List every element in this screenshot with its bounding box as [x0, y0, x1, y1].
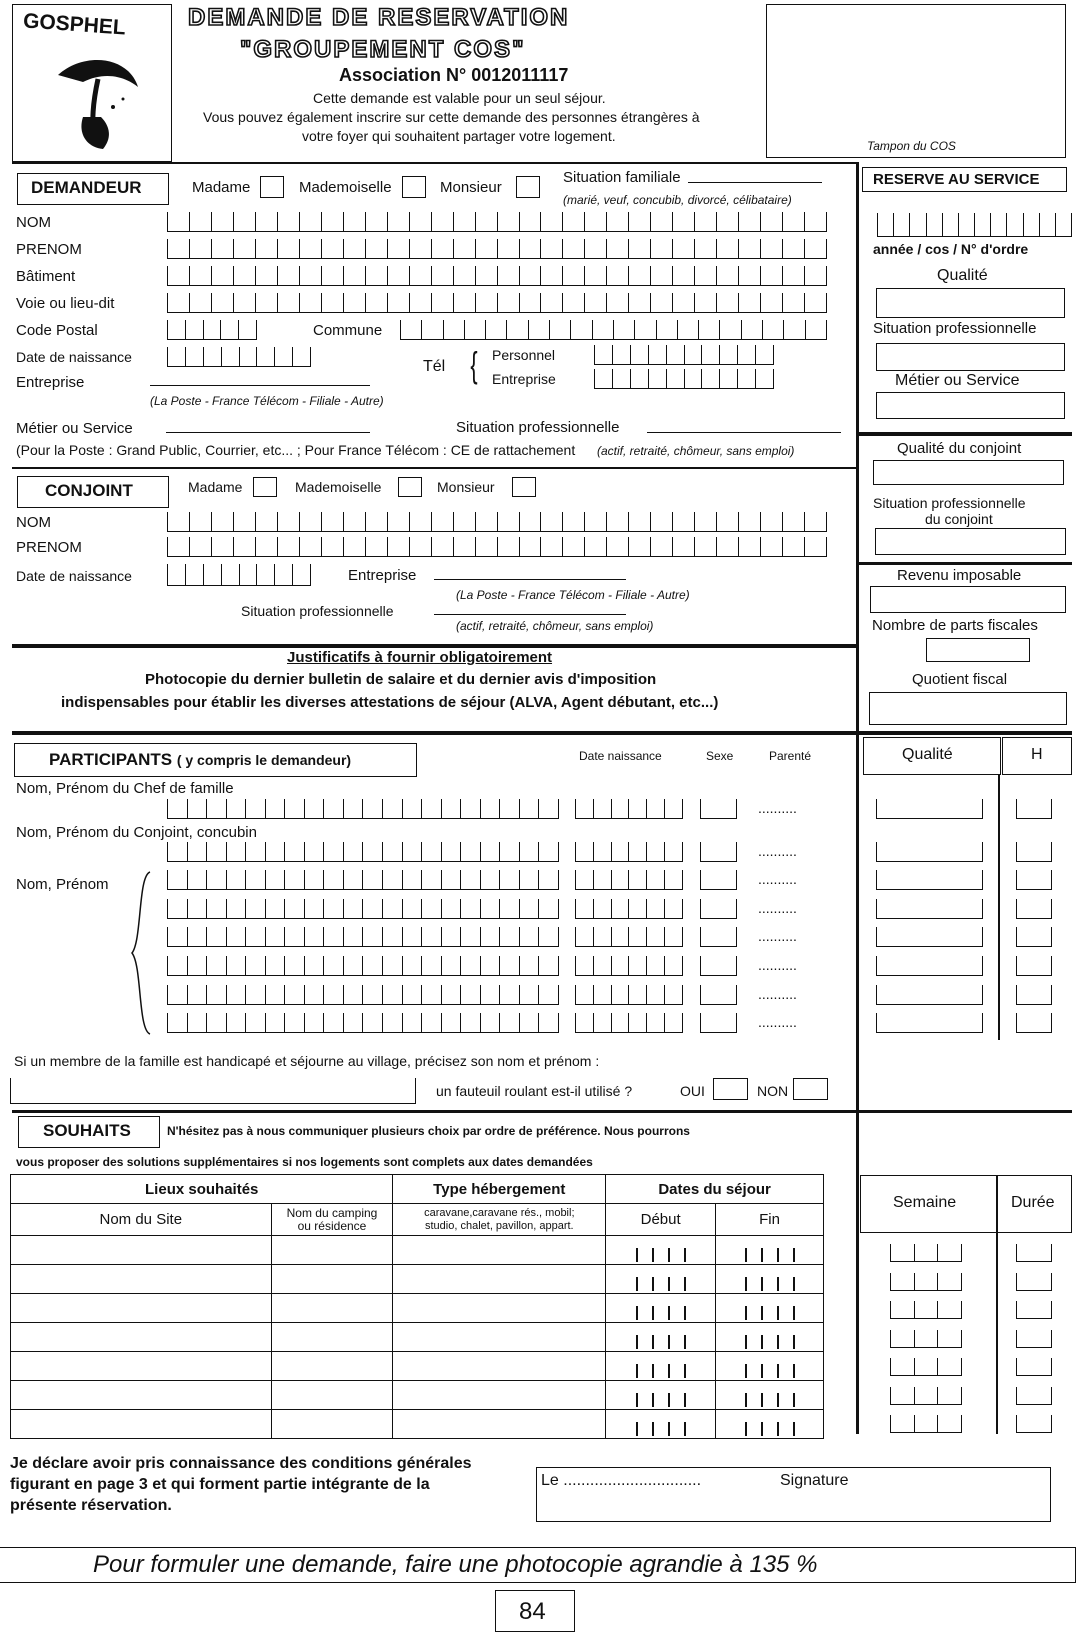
site-cell[interactable]: [11, 1294, 272, 1323]
fauteuil-label: un fauteuil roulant est-il utilisé ?: [436, 1083, 633, 1099]
site-cell[interactable]: [11, 1381, 272, 1410]
date-naissance-field[interactable]: [167, 347, 311, 367]
participant-birthdate-field[interactable]: [575, 842, 683, 862]
service-situation-conjoint-label-2: du conjoint: [925, 511, 993, 527]
tel-entreprise-field[interactable]: [594, 369, 774, 389]
duree-field[interactable]: [1016, 1358, 1052, 1376]
table-row: [11, 1352, 824, 1381]
nom-label: NOM: [16, 214, 51, 231]
participant-h-field[interactable]: [1016, 842, 1052, 862]
participant-qualite-field[interactable]: [876, 956, 983, 976]
situation-pro-field[interactable]: [647, 432, 841, 433]
camping-cell[interactable]: [271, 1236, 393, 1265]
conjoint-monsieur-checkbox[interactable]: [512, 477, 536, 497]
conjoint-section-label: CONJOINT: [17, 476, 169, 508]
conjoint-situation-field[interactable]: [434, 614, 626, 615]
conjoint-monsieur-label: Monsieur: [437, 479, 495, 495]
conjoint-situation-label: Situation professionnelle: [241, 603, 394, 619]
col-dates: Dates du séjour: [606, 1175, 824, 1204]
col-parente: Parenté: [769, 749, 812, 763]
souhaits-line-2: vous proposer des solutions supplémentaires si nos logements sont complets aux dates demandées: [16, 1155, 593, 1169]
service-revenu-label: Revenu imposable: [897, 567, 1022, 584]
semaine-field[interactable]: [890, 1330, 962, 1348]
col-sexe: Sexe: [706, 749, 734, 763]
fin-cell[interactable]: [716, 1265, 824, 1294]
service-quotient-field[interactable]: [869, 692, 1067, 725]
service-situation-field[interactable]: [876, 343, 1065, 371]
col-lieux: Lieux souhaités: [11, 1175, 393, 1204]
table-row: [11, 1323, 824, 1352]
fin-cell[interactable]: [716, 1410, 824, 1439]
site-cell[interactable]: [11, 1236, 272, 1265]
participant-parente-field[interactable]: ..........: [758, 957, 797, 973]
type-cell[interactable]: [393, 1381, 606, 1410]
conjoint-entreprise-label: Entreprise: [348, 567, 417, 584]
service-quotient-label: Quotient fiscal: [912, 671, 1008, 688]
conjoint-participant-label: Nom, Prénom du Conjoint, concubin: [16, 824, 257, 841]
autres-participants-label: Nom, Prénom: [16, 876, 109, 893]
table-row: [11, 1294, 824, 1323]
conjoint-entreprise-field[interactable]: [434, 579, 626, 580]
logo-box: [12, 4, 172, 162]
situation-familiale-hint: (marié, veuf, concubib, divorcé, célibataire): [563, 193, 792, 207]
declaration-line-2: figurant en page 3 et qui forment partie intégrante de la: [10, 1476, 430, 1493]
voie-label: Voie ou lieu-dit: [16, 295, 115, 312]
debut-cell[interactable]: [606, 1352, 716, 1381]
participant-qualite-field[interactable]: [876, 842, 983, 862]
participant-sexe-field[interactable]: [700, 842, 737, 862]
situation-pro-hint: (actif, retraité, chômeur, sans emploi): [597, 444, 795, 458]
page-number: 84: [519, 1598, 546, 1625]
madame-label: Madame: [192, 179, 251, 196]
col-qualite-header: Qualité: [863, 737, 1001, 775]
col-nom-camping-2: ou résidence: [297, 1218, 367, 1233]
divider: [12, 731, 1072, 735]
justificatifs-line-1: Photocopie du dernier bulletin de salaire et du dernier avis d'imposition: [145, 671, 657, 688]
col-date-naissance: Date naissance: [579, 749, 662, 763]
tel-entreprise-label: Entreprise: [492, 371, 556, 387]
camping-cell[interactable]: [271, 1294, 393, 1323]
participant-parente-field[interactable]: ..........: [758, 843, 797, 859]
commune-label: Commune: [313, 322, 383, 339]
header-title: DEMANDE DE RESERVATION: [188, 4, 570, 31]
participant-parente-field[interactable]: ..........: [758, 871, 797, 887]
conjoint-entreprise-hint: (La Poste - France Télécom - Filiale - Autre): [456, 588, 690, 602]
participant-sexe-field[interactable]: [700, 927, 737, 947]
debut-cell[interactable]: [606, 1381, 716, 1410]
debut-cell[interactable]: [606, 1265, 716, 1294]
footer-note: Pour formuler une demande, faire une photocopie agrandie à 135 %: [93, 1551, 818, 1578]
prenom-label: PRENOM: [16, 241, 82, 258]
cos-stamp-box: [766, 4, 1066, 158]
service-qualite-field[interactable]: [876, 288, 1065, 318]
logo-text: GOSPHEL: [22, 9, 127, 40]
tel-personnel-label: Personnel: [492, 347, 556, 363]
divider: [858, 562, 1072, 565]
metier-field[interactable]: [166, 432, 370, 433]
site-cell[interactable]: [11, 1265, 272, 1294]
justificatifs-title: Justificatifs à fournir obligatoirement: [287, 649, 553, 666]
site-cell[interactable]: [11, 1323, 272, 1352]
entreprise-field[interactable]: [150, 385, 370, 386]
duree-field[interactable]: [1016, 1301, 1052, 1319]
duree-field[interactable]: [1016, 1273, 1052, 1291]
camping-cell[interactable]: [271, 1352, 393, 1381]
conjoint-madame-label: Madame: [188, 479, 243, 495]
camping-cell[interactable]: [271, 1323, 393, 1352]
participant-sexe-field[interactable]: [700, 870, 737, 890]
conjoint-date-field[interactable]: [167, 564, 311, 586]
conjoint-prenom-field[interactable]: [167, 537, 827, 557]
divider: [12, 644, 856, 648]
mademoiselle-checkbox[interactable]: [402, 176, 426, 198]
souhaits-line-1: N'hésitez pas à nous communiquer plusieurs choix par ordre de préférence. Nous pourrons: [167, 1124, 690, 1138]
participant-sexe-field[interactable]: [700, 956, 737, 976]
declaration-line-1: Je déclare avoir pris connaissance des conditions générales: [10, 1455, 472, 1472]
participant-parente-field[interactable]: ..........: [758, 800, 797, 816]
demandeur-section-label: DEMANDEUR: [17, 173, 169, 205]
conjoint-date-label: Date de naissance: [16, 568, 132, 584]
duree-field[interactable]: [1016, 1415, 1052, 1433]
oui-label: OUI: [680, 1083, 705, 1099]
brace: {: [470, 344, 478, 385]
declaration-line-3: présente réservation.: [10, 1497, 172, 1514]
participant-name-field[interactable]: [167, 1013, 559, 1033]
participant-h-field[interactable]: [1016, 870, 1052, 890]
entreprise-hint: (La Poste - France Télécom - Filiale - Autre): [150, 394, 384, 408]
participants-note: ( y compris le demandeur): [176, 752, 352, 768]
col-fin: Fin: [716, 1204, 824, 1236]
col-separator: [998, 775, 1000, 1040]
fin-cell[interactable]: [716, 1294, 824, 1323]
participant-h-field[interactable]: [1016, 1013, 1052, 1033]
association-number: Association N° 0012011117: [339, 65, 569, 85]
col-separator: [996, 1233, 998, 1434]
semaine-field[interactable]: [890, 1273, 962, 1291]
debut-cell[interactable]: [606, 1236, 716, 1265]
conjoint-mademoiselle-label: Mademoiselle: [295, 479, 382, 495]
situation-familiale-field[interactable]: [688, 182, 822, 183]
souhaits-section-label: SOUHAITS: [18, 1116, 160, 1148]
camping-cell[interactable]: [271, 1381, 393, 1410]
participants-section-label: [14, 743, 417, 777]
semaine-header: Semaine: [860, 1175, 997, 1233]
situation-familiale-label: Situation familiale: [563, 169, 681, 186]
participant-name-field[interactable]: [167, 899, 559, 919]
divider: [12, 467, 856, 469]
non-checkbox[interactable]: [793, 1078, 828, 1100]
participant-qualite-field[interactable]: [876, 985, 983, 1005]
participant-h-field[interactable]: [1016, 985, 1052, 1005]
prenom-field[interactable]: [167, 239, 827, 259]
col-debut: Début: [606, 1204, 716, 1236]
participant-birthdate-field[interactable]: [575, 1013, 683, 1033]
commune-field[interactable]: [400, 320, 827, 340]
madame-checkbox[interactable]: [260, 176, 284, 198]
participant-h-field[interactable]: [1016, 799, 1052, 819]
participant-sexe-field[interactable]: [700, 1013, 737, 1033]
table-row: [11, 1410, 824, 1439]
entreprise-label: Entreprise: [16, 374, 85, 391]
participant-sexe-field[interactable]: [700, 799, 737, 819]
table-row: [11, 1265, 824, 1294]
fin-cell[interactable]: [716, 1381, 824, 1410]
participant-name-field[interactable]: [167, 842, 559, 862]
batiment-field[interactable]: [167, 266, 827, 286]
voie-field[interactable]: [167, 293, 827, 313]
duree-field[interactable]: [1016, 1244, 1052, 1262]
conjoint-prenom-label: PRENOM: [16, 539, 82, 556]
service-qualite-conjoint-field[interactable]: [873, 460, 1064, 485]
justificatifs-line-2: indispensables pour établir les diverses attestations de séjour (ALVA, Agent débutant, etc...): [61, 694, 719, 711]
service-code-field[interactable]: [877, 213, 1072, 237]
type-cell[interactable]: [393, 1410, 606, 1439]
signature-box[interactable]: [536, 1467, 1051, 1522]
participant-sexe-field[interactable]: [700, 899, 737, 919]
non-label: NON: [757, 1083, 789, 1099]
code-postal-label: Code Postal: [16, 322, 98, 339]
footer-banner: [0, 1547, 1076, 1583]
participant-name-field[interactable]: [167, 956, 559, 976]
col-nom-site: Nom du Site: [11, 1204, 272, 1236]
semaine-field[interactable]: [890, 1301, 962, 1319]
duree-field[interactable]: [1016, 1387, 1052, 1405]
date-naissance-label: Date de naissance: [16, 349, 132, 365]
code-postal-field[interactable]: [167, 320, 257, 340]
conjoint-nom-label: NOM: [16, 514, 51, 531]
conjoint-madame-checkbox[interactable]: [253, 477, 277, 497]
page-number-box: [495, 1590, 575, 1632]
stamp-label: Tampon du COS: [867, 139, 956, 153]
duree-header: Durée: [997, 1175, 1072, 1233]
info-line-2: Vous pouvez également inscrire sur cette demande des personnes étrangères à: [203, 109, 700, 125]
participant-parente-field[interactable]: ..........: [758, 900, 797, 916]
col-h-header: H: [1002, 737, 1072, 775]
participant-birthdate-field[interactable]: [575, 799, 683, 819]
site-cell[interactable]: [11, 1352, 272, 1381]
semaine-field[interactable]: [890, 1244, 962, 1262]
pour-la-poste-note: (Pour la Poste : Grand Public, Courrier, etc... ; Pour France Télécom : CE de rattachement: [16, 442, 576, 458]
participant-birthdate-field[interactable]: [575, 956, 683, 976]
col-type: Type hébergement: [393, 1175, 606, 1204]
participant-birthdate-field[interactable]: [575, 870, 683, 890]
service-qualite-conjoint-label: Qualité du conjoint: [897, 440, 1022, 457]
col-type-hint-2: studio, chalet, pavillon, appart.: [425, 1219, 574, 1232]
table-row: [11, 1236, 824, 1265]
service-code-label: année / cos / N° d'ordre: [873, 241, 1029, 257]
participant-parente-field[interactable]: ..........: [758, 928, 797, 944]
service-situation-conjoint-label-1: Situation professionnelle: [873, 495, 1026, 511]
mademoiselle-label: Mademoiselle: [299, 179, 392, 196]
participant-name-field[interactable]: [167, 927, 559, 947]
type-cell[interactable]: [393, 1265, 606, 1294]
participant-qualite-field[interactable]: [876, 799, 983, 819]
logo-icon: [43, 47, 153, 157]
monsieur-label: Monsieur: [440, 179, 502, 196]
handicap-label: Si un membre de la famille est handicapé et séjourne au village, précisez son nom et prénom :: [14, 1053, 600, 1069]
service-metier-label: Métier ou Service: [895, 372, 1020, 389]
signature-label: Signature: [780, 1472, 849, 1489]
divider: [858, 432, 1072, 436]
service-title-box: RESERVE AU SERVICE: [862, 167, 1067, 192]
service-metier-field[interactable]: [876, 392, 1065, 419]
service-parts-label: Nombre de parts fiscales: [872, 617, 1038, 634]
participant-parente-field[interactable]: ..........: [758, 986, 797, 1002]
fin-cell[interactable]: [716, 1236, 824, 1265]
service-situation-conjoint-field[interactable]: [875, 528, 1066, 555]
chef-label: Nom, Prénom du Chef de famille: [16, 780, 234, 797]
header-subtitle: "GROUPEMENT COS": [240, 36, 526, 63]
debut-cell[interactable]: [606, 1410, 716, 1439]
monsieur-checkbox[interactable]: [516, 176, 540, 198]
conjoint-nom-field[interactable]: [167, 512, 827, 532]
camping-cell[interactable]: [271, 1265, 393, 1294]
debut-cell[interactable]: [606, 1294, 716, 1323]
tel-label: Tél: [423, 358, 446, 375]
participant-parente-field[interactable]: ..........: [758, 1014, 797, 1030]
participant-qualite-field[interactable]: [876, 1013, 983, 1033]
metier-label: Métier ou Service: [16, 420, 133, 437]
debut-cell[interactable]: [606, 1323, 716, 1352]
participant-h-field[interactable]: [1016, 927, 1052, 947]
semaine-field[interactable]: [890, 1358, 962, 1376]
oui-checkbox[interactable]: [713, 1078, 748, 1100]
type-cell[interactable]: [393, 1294, 606, 1323]
participant-name-field[interactable]: [167, 985, 559, 1005]
camping-cell[interactable]: [271, 1410, 393, 1439]
participant-birthdate-field[interactable]: [575, 899, 683, 919]
participant-h-field[interactable]: [1016, 956, 1052, 976]
tel-personnel-field[interactable]: [594, 345, 774, 365]
service-revenu-field[interactable]: [870, 586, 1066, 613]
participants-brace: [128, 870, 152, 1036]
divider: [12, 1110, 1072, 1113]
participants-title: PARTICIPANTS: [49, 750, 173, 769]
service-situation-label: Situation professionnelle: [873, 320, 1037, 337]
conjoint-situation-hint: (actif, retraité, chômeur, sans emploi): [456, 619, 654, 633]
participant-sexe-field[interactable]: [700, 985, 737, 1005]
service-column-divider: [856, 162, 859, 1434]
nom-field[interactable]: [167, 212, 827, 232]
participant-qualite-field[interactable]: [876, 870, 983, 890]
date-field[interactable]: Le ...............................: [541, 1472, 702, 1489]
type-cell[interactable]: [393, 1323, 606, 1352]
site-cell[interactable]: [11, 1410, 272, 1439]
info-line-3: votre foyer qui souhaitent partager votre logement.: [302, 128, 616, 144]
type-cell[interactable]: [393, 1236, 606, 1265]
participant-name-field[interactable]: [167, 870, 559, 890]
table-row: [11, 1381, 824, 1410]
info-line-1: Cette demande est valable pour un seul séjour.: [313, 90, 606, 106]
participant-h-field[interactable]: [1016, 899, 1052, 919]
fin-cell[interactable]: [716, 1323, 824, 1352]
service-qualite-label: Qualité: [937, 267, 988, 284]
participant-qualite-field[interactable]: [876, 927, 983, 947]
fin-cell[interactable]: [716, 1352, 824, 1381]
participant-name-field[interactable]: [167, 799, 559, 819]
service-parts-field[interactable]: [926, 638, 1030, 662]
semaine-field[interactable]: [890, 1415, 962, 1433]
duree-field[interactable]: [1016, 1330, 1052, 1348]
souhaits-table: [10, 1174, 824, 1439]
conjoint-mademoiselle-checkbox[interactable]: [398, 477, 422, 497]
handicap-name-field[interactable]: [10, 1078, 416, 1104]
batiment-label: Bâtiment: [16, 268, 76, 285]
col-nom-camping-1: Nom du camping: [286, 1205, 378, 1220]
participant-birthdate-field[interactable]: [575, 985, 683, 1005]
participant-qualite-field[interactable]: [876, 899, 983, 919]
semaine-field[interactable]: [890, 1387, 962, 1405]
participant-birthdate-field[interactable]: [575, 927, 683, 947]
divider: [12, 162, 857, 164]
col-type-hint-1: caravane,caravane rés., mobil;: [424, 1206, 575, 1219]
type-cell[interactable]: [393, 1352, 606, 1381]
situation-pro-label: Situation professionnelle: [456, 419, 620, 436]
